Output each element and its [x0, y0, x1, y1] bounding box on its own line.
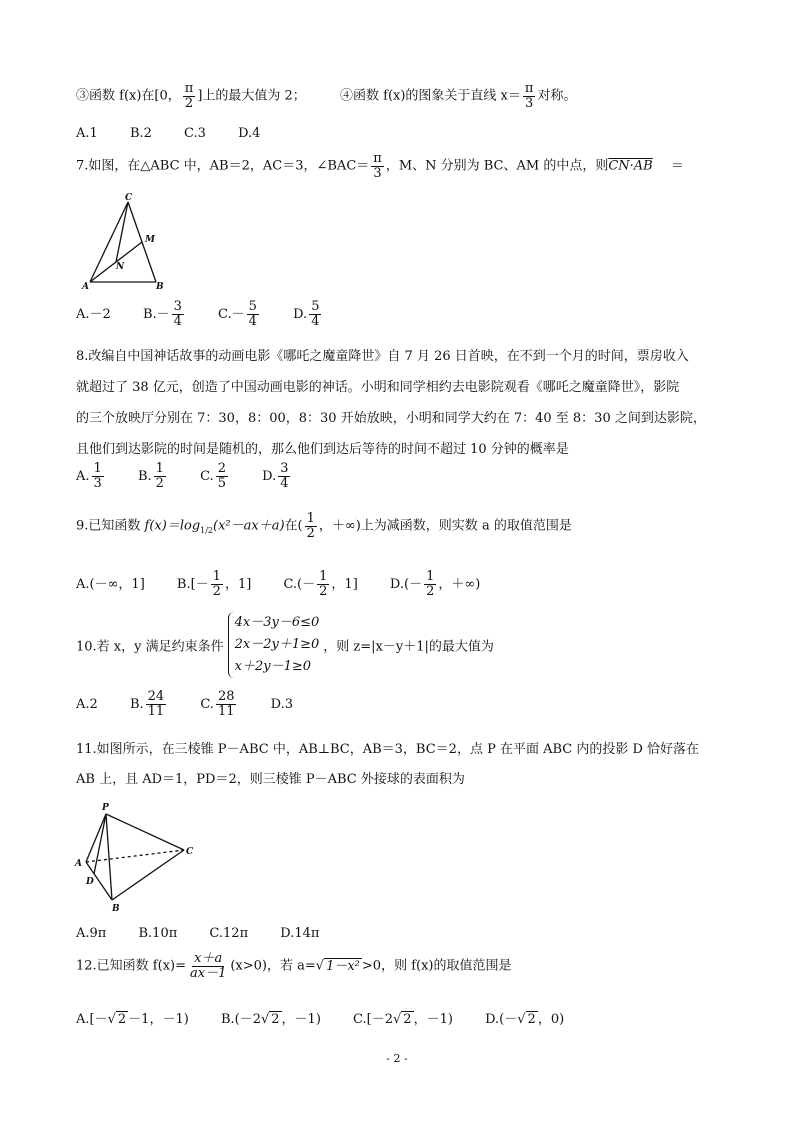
- q11-tetrahedron-figure: [72, 800, 202, 915]
- q9-options: [76, 570, 508, 598]
- option-b: B. $\frac{1}{2}$: [137, 461, 164, 491]
- label-c: C: [125, 193, 133, 203]
- option-a: A.[－√ 2 －1，－1): [76, 1012, 189, 1027]
- vector-expression: CN·AB: [608, 158, 653, 174]
- option-d: D.14π: [280, 926, 320, 941]
- option-a: A.(－∞，1]: [76, 576, 145, 592]
- option-b: B. $\frac{24}{11}$: [129, 689, 165, 719]
- label-m: M: [145, 235, 155, 245]
- label-c: C: [186, 847, 194, 857]
- q12-options: [76, 1008, 592, 1027]
- option-d: D.(－ $\frac{1}{2}$ ，＋∞): [389, 569, 481, 599]
- q8-line-3: 的三个放映厅分别在 7：30，8：00，8：30 开始放映，小明和同学大约在 7：40 至 8：30 之间到达影院，: [76, 411, 706, 426]
- q11-options: [76, 926, 347, 941]
- edge-pa: [86, 814, 106, 862]
- option-d: D. $\frac{5}{4}$: [293, 299, 320, 329]
- q8-line-4: 且他们到达影院的时间是随机的，那么他们到达后等待的时间不超过 10 分钟的概率是: [76, 442, 569, 457]
- option-c: C. $\frac{28}{11}$: [200, 689, 235, 719]
- q8-line-1: 8.改编自中国神话故事的动画电影《哪吒之魔童降世》自 7 月 26 日首映，在不到一个月的时间，票房收入: [76, 349, 689, 364]
- option-c: C.3: [184, 126, 206, 141]
- option-a: A.9π: [76, 926, 107, 941]
- q12-stem: 12.已知函数 f(x)= $\frac{x+a}{ax-1}$ (x>0)，若 a=√ 1－x² >0，则 f(x)的取值范围是: [76, 951, 512, 981]
- label-b: B: [156, 282, 164, 290]
- option-a: A. $\frac{1}{3}$: [76, 461, 102, 491]
- q9-stem: 9.已知函数 $f(x)=\log_{1/2}(x^2-ax+a)$在( $\frac{1}{2}$ ，＋∞)上为减函数，则实数 a 的取值范围是: [76, 511, 572, 541]
- q7-options: [76, 300, 351, 328]
- option-d: D.4: [238, 126, 261, 141]
- edge-pb: [106, 814, 112, 900]
- option-b: B.2: [129, 126, 152, 141]
- option-b: B.－ $\frac{3}{4}$: [142, 299, 182, 329]
- label-a: A: [82, 282, 89, 290]
- option-a: A.－2: [76, 306, 111, 322]
- option-b: B.[－ $\frac{1}{2}$ ，1]: [176, 569, 252, 599]
- q6-statement-4: ④函数 f(x)的图象关于直线 x＝ $\frac{\pi}{3}$ 对称。: [340, 81, 577, 111]
- q6-statement-3: ③函数 f(x)在[0， $\frac{\pi}{2}$ ]上的最大值为 2；: [76, 81, 306, 111]
- option-c: C.(－ $\frac{1}{2}$ ，1]: [283, 569, 358, 599]
- constraint-system: 4x－3y－6≤0 2x－2y＋1≥0 x＋2y－1≥0: [228, 612, 320, 678]
- q7-stem: 7.如图，在△ABC 中，AB＝2，AC＝3，∠BAC＝ $\frac{\pi}{3}$ ，M、N 分别为 BC、AM 的中点，则CN·AB ＝: [76, 151, 684, 181]
- q6-options: [76, 126, 288, 141]
- label-a: A: [75, 859, 82, 869]
- q7-triangle-figure: [80, 190, 180, 290]
- option-d: D.3: [270, 696, 293, 712]
- edge-pc: [106, 814, 184, 850]
- q10-stem: 10.若 x，y 满足约束条件 4x－3y－6≤0 2x－2y＋1≥0 x＋2y－1≥0 ，则 z=|x－y＋1|的最大值为: [76, 612, 494, 678]
- segment-pd: [94, 814, 106, 874]
- option-d: D.(－√ 2 ，0): [485, 1012, 565, 1027]
- segment-cn: [116, 202, 128, 262]
- label-b: B: [112, 904, 120, 914]
- q8-options: [76, 462, 320, 490]
- option-d: D. $\frac{3}{4}$: [262, 461, 289, 491]
- option-c: C. $\frac{2}{5}$: [200, 461, 226, 491]
- option-a: A.1: [76, 126, 98, 141]
- label-p: P: [102, 803, 109, 813]
- q10-options: [76, 690, 321, 718]
- page-number: - 2 -: [386, 1052, 408, 1065]
- option-c: C.12π: [209, 926, 249, 941]
- q8-line-2: 就超过了 38 亿元，创造了中国动画电影的神话。小明和同学相约去电影院观看《哪吒之魔童降世》，影院: [76, 380, 680, 395]
- label-n: N: [116, 262, 125, 272]
- option-c: C.[－2√ 2 ，－1): [353, 1012, 453, 1027]
- option-a: A.2: [76, 696, 98, 712]
- q11-line-1: 11.如图所示，在三棱锥 P－ABC 中，AB⊥BC，AB＝3，BC＝2，点 P 在平面 ABC 内的投影 D 恰好落在: [76, 742, 700, 757]
- option-b: B.10π: [138, 926, 178, 941]
- option-c: C.－ $\frac{5}{4}$: [218, 299, 257, 329]
- q11-line-2: AB 上，且 AD＝1，PD＝2，则三棱锥 P－ABC 外接球的表面积为: [76, 772, 465, 787]
- option-b: B.(－2√ 2 ，－1): [220, 1012, 321, 1027]
- label-d: D: [86, 877, 94, 887]
